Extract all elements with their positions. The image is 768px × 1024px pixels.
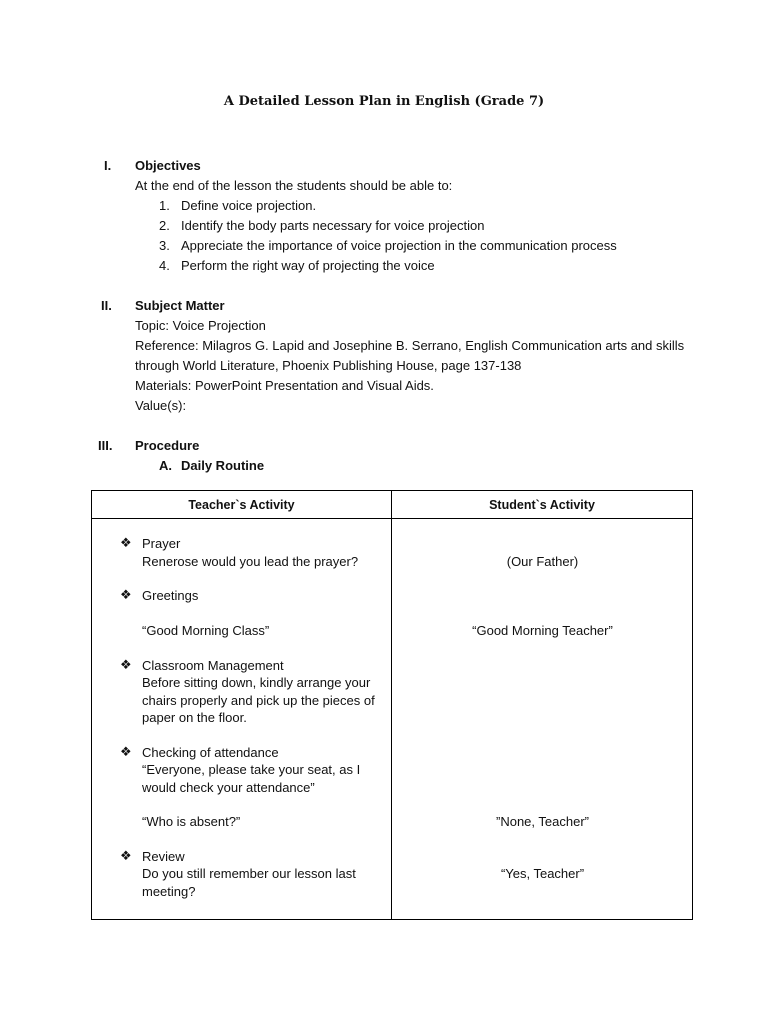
classroom-title: Classroom Management xyxy=(142,658,284,673)
objectives-intro: At the end of the lesson the students should be able to: xyxy=(135,178,453,193)
review-text-line: meeting? xyxy=(142,884,196,899)
classroom-text-line: chairs properly and pick up the pieces of xyxy=(142,693,375,708)
student-activity-header: Student`s Activity xyxy=(392,491,693,519)
student-prayer-response: (Our Father) xyxy=(506,554,579,569)
diamond-bullet-icon: ❖ xyxy=(120,535,132,550)
student-review-response: “Yes, Teacher” xyxy=(500,866,585,881)
classroom-text-line: paper on the floor. xyxy=(142,710,247,725)
objective-number: 2. xyxy=(159,218,170,233)
values-line: Value(s): xyxy=(135,398,187,413)
student-activity-cell xyxy=(392,519,692,919)
diamond-bullet-icon: ❖ xyxy=(120,657,132,672)
reference-line-1: Reference: Milagros G. Lapid and Josephine B. Serrano, English Communication arts and skills xyxy=(135,338,685,353)
section-heading-procedure: Procedure xyxy=(135,438,200,453)
section-numeral-3: III. xyxy=(98,438,113,453)
student-absent-response: ”None, Teacher” xyxy=(496,814,589,829)
topic-line: Topic: Voice Projection xyxy=(135,318,266,333)
objective-number: 4. xyxy=(159,258,170,273)
section-numeral-2: II. xyxy=(101,298,112,313)
teacher-activity-header: Teacher`s Activity xyxy=(92,491,392,519)
diamond-bullet-icon: ❖ xyxy=(120,848,132,863)
greetings-title: Greetings xyxy=(142,588,199,603)
attendance-title: Checking of attendance xyxy=(142,745,279,760)
document-title: A Detailed Lesson Plan in English (Grade 7) xyxy=(223,94,545,109)
classroom-text-line: Before sitting down, kindly arrange your xyxy=(142,675,371,690)
attendance-text-line: would check your attendance” xyxy=(142,780,315,795)
section-heading-objectives: Objectives xyxy=(135,158,201,173)
objective-number: 1. xyxy=(159,198,170,213)
section-numeral-1: I. xyxy=(104,158,112,173)
prayer-title: Prayer xyxy=(142,536,181,551)
objective-item: Define voice projection. xyxy=(181,198,317,213)
materials-line: Materials: PowerPoint Presentation and Visual Aids. xyxy=(135,378,434,393)
prayer-text: Renerose would you lead the prayer? xyxy=(142,554,359,569)
reference-line-2: through World Literature, Phoenix Publishing House, page 137-138 xyxy=(135,358,522,373)
subsection-heading-daily-routine: Daily Routine xyxy=(181,458,265,473)
objective-item: Perform the right way of projecting the voice xyxy=(181,258,435,273)
review-text-line: Do you still remember our lesson last xyxy=(142,866,356,881)
absent-question: “Who is absent?” xyxy=(142,814,241,829)
student-greeting-response: “Good Morning Teacher” xyxy=(472,623,613,638)
diamond-bullet-icon: ❖ xyxy=(120,744,132,759)
objective-item: Identify the body parts necessary for voice projection xyxy=(181,218,485,233)
objective-number: 3. xyxy=(159,238,170,253)
objective-item: Appreciate the importance of voice projection in the communication process xyxy=(181,238,617,253)
greetings-text: “Good Morning Class” xyxy=(142,623,270,638)
review-title: Review xyxy=(142,849,185,864)
activity-table xyxy=(91,490,693,920)
attendance-text-line: “Everyone, please take your seat, as I xyxy=(142,762,361,777)
subsection-letter: A. xyxy=(159,458,172,473)
section-heading-subject-matter: Subject Matter xyxy=(135,298,225,313)
teacher-activity-cell xyxy=(92,519,391,919)
diamond-bullet-icon: ❖ xyxy=(120,587,132,602)
